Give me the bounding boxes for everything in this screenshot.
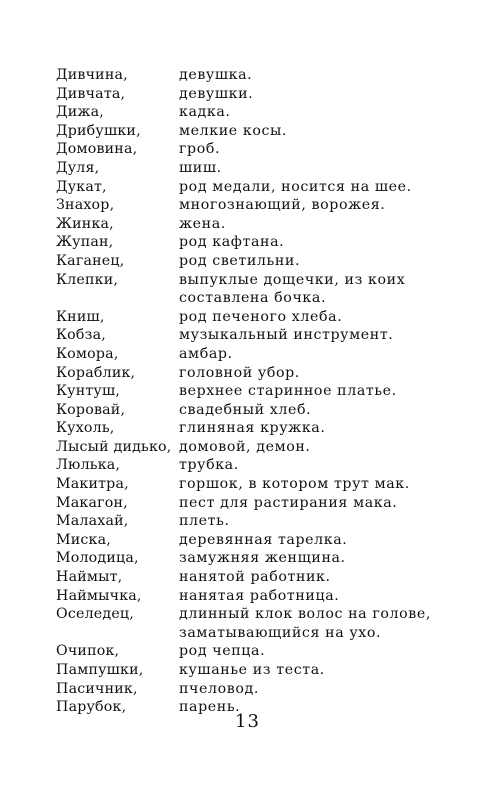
glossary-entry	[56, 456, 456, 475]
entry-term: Дивчата,	[56, 85, 126, 102]
glossary-entry	[56, 661, 456, 680]
entry-definition: верхнее старинное платье.	[179, 383, 397, 400]
glossary-entry	[56, 196, 456, 215]
entry-term: Люлька,	[56, 457, 121, 474]
entry-definition: девушки.	[179, 85, 254, 102]
glossary-entry	[56, 103, 456, 122]
glossary-entry	[56, 531, 456, 550]
glossary-entry	[56, 308, 456, 327]
glossary-entry	[56, 475, 456, 494]
glossary-entry	[56, 438, 456, 457]
glossary-entry	[56, 271, 456, 308]
entry-definition: парень.	[179, 699, 241, 716]
glossary-entry	[56, 159, 456, 178]
entry-term: Клепки,	[56, 271, 119, 288]
entry-term: Коровай,	[56, 401, 126, 418]
entry-term: Кобза,	[56, 327, 106, 344]
entry-term: Кухоль,	[56, 420, 115, 437]
glossary-entry	[56, 512, 456, 531]
glossary-entry	[56, 215, 456, 234]
entry-term: Пампушки,	[56, 662, 144, 678]
entry-definition: горшок, в котором трут мак.	[179, 476, 410, 493]
glossary-entry	[56, 605, 456, 642]
entry-term: Каганец,	[56, 252, 125, 269]
entry-definition: девушка.	[179, 67, 253, 83]
entry-definition: род светильни.	[179, 252, 301, 269]
entry-definition: жена.	[179, 215, 226, 232]
entry-term: Жупан,	[56, 234, 114, 251]
entry-term: Дижа,	[56, 104, 105, 121]
entry-term: Дрибушки,	[56, 122, 141, 139]
entry-definition: кушанье из теста.	[179, 662, 325, 678]
entry-definition: мелкие косы.	[179, 122, 288, 139]
entry-definition: домовой, демон.	[179, 438, 311, 455]
glossary-entry	[56, 66, 456, 85]
entry-definition: кадка.	[179, 104, 231, 121]
entry-definition: выпуклые дощечки, из коих составлена бочка.	[179, 271, 406, 307]
entry-term: Молодица,	[56, 550, 139, 567]
glossary-entry	[56, 587, 456, 606]
entry-definition: род кафтана.	[179, 234, 285, 251]
glossary-entry	[56, 419, 456, 438]
glossary-entry	[56, 680, 456, 699]
glossary-entry	[56, 549, 456, 568]
glossary-entry	[56, 326, 456, 345]
entry-definition: гроб.	[179, 141, 221, 158]
entry-definition: головной убор.	[179, 364, 300, 381]
entry-definition: деревянная тарелка.	[179, 531, 348, 548]
entry-term: Макагон,	[56, 494, 128, 511]
glossary-entry	[56, 382, 456, 401]
entry-definition: плеть.	[179, 513, 230, 530]
entry-definition: трубка.	[179, 457, 239, 474]
entry-definition: глиняная кружка.	[179, 420, 326, 437]
entry-definition: нанятая работница.	[179, 587, 340, 604]
entry-term: Пасичник,	[56, 680, 138, 697]
entry-term: Дуля,	[56, 159, 100, 176]
glossary-entry	[56, 568, 456, 587]
entry-definition: музыкальный инструмент.	[179, 327, 394, 344]
entry-term: Кораблик,	[56, 364, 136, 381]
entry-definition: многознающий, ворожея.	[179, 197, 386, 214]
entry-definition: нанятой работник.	[179, 569, 331, 586]
glossary-entry	[56, 494, 456, 513]
entry-term: Домовина,	[56, 141, 138, 158]
entry-term: Дивчина,	[56, 67, 128, 83]
entry-term: Комора,	[56, 345, 119, 362]
entry-term: Жинка,	[56, 215, 114, 232]
entry-term: Очипок,	[56, 643, 120, 660]
entry-term: Малахай,	[56, 513, 129, 530]
entry-definition: амбар.	[179, 345, 233, 362]
entry-definition: свадебный хлеб.	[179, 401, 312, 418]
entry-term: Знахор,	[56, 197, 115, 214]
entry-definition: пчеловод.	[179, 680, 259, 697]
entry-definition: пест для растирания мака.	[179, 494, 398, 511]
entry-definition: длинный клок волос на голове, заматывающийся на ухо.	[179, 606, 431, 641]
glossary-entry	[56, 178, 456, 197]
glossary-entry	[56, 364, 456, 383]
entry-term: Парубок,	[56, 699, 127, 716]
glossary-entry	[56, 85, 456, 104]
entry-term: Книш,	[56, 308, 105, 325]
entry-term: Лысый дидько,	[56, 438, 172, 455]
glossary-entry	[56, 140, 456, 159]
entry-term: Кунтуш,	[56, 383, 121, 400]
page-number: 13	[235, 711, 260, 732]
glossary-entry	[56, 233, 456, 252]
entry-definition: род чепца.	[179, 643, 266, 660]
entry-term: Миска,	[56, 531, 111, 548]
glossary-entry	[56, 122, 456, 141]
entry-definition: замужняя женщина.	[179, 550, 346, 567]
glossary-entry	[56, 642, 456, 661]
entry-definition: шиш.	[179, 159, 222, 176]
glossary-entry	[56, 345, 456, 364]
entry-term: Макитра,	[56, 476, 129, 493]
glossary-entry	[56, 401, 456, 420]
glossary-list	[56, 66, 456, 717]
entry-term: Оселедец,	[56, 606, 134, 623]
glossary-entry	[56, 252, 456, 271]
entry-term: Дукат,	[56, 178, 107, 195]
entry-term: Наймычка,	[56, 587, 142, 604]
entry-definition: род печеного хлеба.	[179, 308, 343, 325]
entry-term: Наймыт,	[56, 569, 123, 586]
entry-definition: род медали, носится на шее.	[179, 178, 412, 195]
